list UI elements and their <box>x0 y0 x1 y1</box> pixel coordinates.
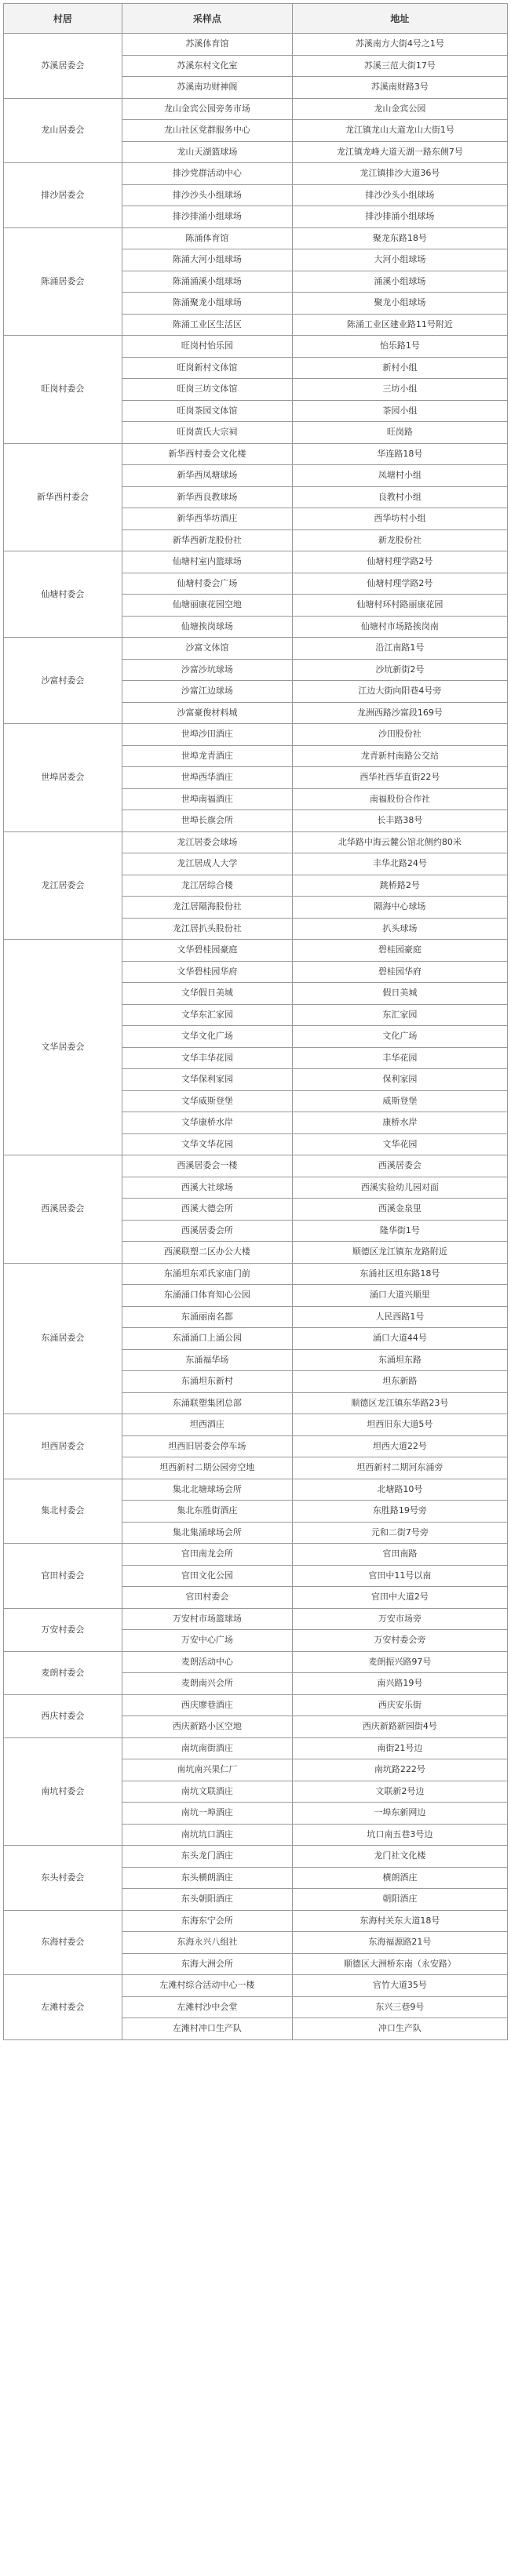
sampling-point-cell: 左滩村沙中会堂 <box>122 1996 292 2018</box>
sampling-point-cell: 仙塘村室内篮球场 <box>122 551 292 573</box>
sampling-point-cell: 文华碧桂园华府 <box>122 961 292 983</box>
address-cell: 朝阳酒庄 <box>292 1889 507 1911</box>
table-row <box>4 831 508 853</box>
address-cell: 沿江南路1号 <box>292 638 507 660</box>
address-cell: 涌溪小组球场 <box>292 271 507 293</box>
village-cell: 西溪居委会 <box>4 1155 122 1264</box>
village-cell: 集北村委会 <box>4 1479 122 1544</box>
table-row <box>4 1544 508 1566</box>
address-cell: 西溪金泉里 <box>292 1199 507 1221</box>
village-cell: 排沙居委会 <box>4 163 122 228</box>
sampling-point-cell: 新华西新龙股份社 <box>122 529 292 551</box>
address-cell: 茶园小组 <box>292 400 507 422</box>
address-cell: 东胜路19号旁 <box>292 1501 507 1523</box>
sampling-point-cell: 西溪大社球场 <box>122 1177 292 1199</box>
table-row <box>4 163 508 185</box>
sampling-point-cell: 苏溪体育馆 <box>122 34 292 56</box>
sampling-point-cell: 西溪居委会所 <box>122 1220 292 1242</box>
sampling-point-cell: 旺岗茶园文体馆 <box>122 400 292 422</box>
address-cell: 坦西大道22号 <box>292 1435 507 1457</box>
sampling-point-cell: 陈涌大河小组球场 <box>122 249 292 271</box>
address-cell: 新村小组 <box>292 357 507 379</box>
sampling-point-cell: 新华西良教球场 <box>122 486 292 508</box>
table-row <box>4 227 508 249</box>
address-cell: 新龙股份社 <box>292 529 507 551</box>
address-cell: 良教村小组 <box>292 486 507 508</box>
village-cell: 西庆村委会 <box>4 1694 122 1737</box>
village-cell: 左滩村委会 <box>4 1975 122 2040</box>
sampling-point-cell: 集北北塘球场会所 <box>122 1479 292 1501</box>
sampling-point-cell: 旺岗黄氏大宗祠 <box>122 422 292 444</box>
sampling-point-cell: 西庆廖巷酒庄 <box>122 1694 292 1716</box>
sampling-point-cell: 左滩村综合活动中心一楼 <box>122 1975 292 1997</box>
table-row <box>4 1694 508 1716</box>
sampling-point-cell: 东海东宁会所 <box>122 1910 292 1932</box>
sampling-point-cell: 东涌涌口体育知心公园 <box>122 1285 292 1307</box>
village-cell: 南坑村委会 <box>4 1737 122 1846</box>
address-cell: 三坊小组 <box>292 379 507 401</box>
address-cell: 保利家园 <box>292 1069 507 1091</box>
header-sampling-point: 采样点 <box>122 4 292 34</box>
address-cell: 西溪实验幼儿园对面 <box>292 1177 507 1199</box>
address-cell: 聚龙小组球场 <box>292 293 507 315</box>
sampling-point-cell: 沙富江边球场 <box>122 681 292 703</box>
table-row <box>4 34 508 56</box>
sampling-point-cell: 万安村市场篮球场 <box>122 1608 292 1630</box>
address-cell: 聚龙东路18号 <box>292 227 507 249</box>
sampling-point-cell: 东海大洲会所 <box>122 1953 292 1975</box>
sampling-point-cell: 南坑南兴果仁厂 <box>122 1759 292 1781</box>
sampling-point-cell: 文华康桥水岸 <box>122 1112 292 1134</box>
header-row <box>4 4 508 34</box>
table-row <box>4 336 508 358</box>
sampling-point-cell: 东海永兴八组社 <box>122 1932 292 1954</box>
address-cell: 坦西新村二期河东涌旁 <box>292 1457 507 1479</box>
address-cell: 南坑路222号 <box>292 1759 507 1781</box>
village-cell: 麦朗村委会 <box>4 1651 122 1694</box>
address-cell: 官田中大道2号 <box>292 1587 507 1609</box>
sampling-point-cell: 旺岗村怡乐园 <box>122 336 292 358</box>
table-row <box>4 724 508 746</box>
address-cell: 南街21号边 <box>292 1737 507 1759</box>
address-cell: 沙坑新街2号 <box>292 659 507 681</box>
village-cell: 坦西居委会 <box>4 1414 122 1479</box>
address-cell: 南兴路19号 <box>292 1673 507 1695</box>
sampling-point-cell: 西溪大德会所 <box>122 1199 292 1221</box>
sampling-point-cell: 南坑南街酒庄 <box>122 1737 292 1759</box>
table-body <box>4 34 508 2040</box>
village-cell: 龙山居委会 <box>4 98 122 163</box>
table-row <box>4 1414 508 1436</box>
address-cell: 丰华北路24号 <box>292 853 507 875</box>
address-cell: 陈涌工业区建业路11号附近 <box>292 314 507 336</box>
address-cell: 龙山金宾公园 <box>292 98 507 120</box>
address-cell: 苏溪南方大街4号之1号 <box>292 34 507 56</box>
address-cell: 文联新2号边 <box>292 1781 507 1803</box>
sampling-point-cell: 陈涌聚龙小组球场 <box>122 293 292 315</box>
sampling-point-cell: 官田文化公园 <box>122 1565 292 1587</box>
address-cell: 西溪居委会 <box>292 1155 507 1177</box>
address-cell: 怡乐路1号 <box>292 336 507 358</box>
table-row <box>4 1263 508 1285</box>
sampling-point-cell: 世埠南福酒庄 <box>122 788 292 810</box>
table-row <box>4 98 508 120</box>
sampling-point-cell: 左滩村冲口生产队 <box>122 2018 292 2040</box>
table-row <box>4 1737 508 1759</box>
address-cell: 顺德区龙江镇东龙路附近 <box>292 1242 507 1264</box>
sampling-point-cell: 西溪居委会一楼 <box>122 1155 292 1177</box>
address-cell: 跳桥路2号 <box>292 875 507 897</box>
address-cell: 龙江镇排沙大道36号 <box>292 163 507 185</box>
address-cell: 江边大街向阳巷4号旁 <box>292 681 507 703</box>
address-cell: 龙江镇龙山大道龙山大街1号 <box>292 120 507 142</box>
village-cell: 苏溪居委会 <box>4 34 122 99</box>
sampling-point-cell: 龙江居综合楼 <box>122 875 292 897</box>
village-cell: 陈涌居委会 <box>4 227 122 336</box>
sampling-point-cell: 东涌涌口上涌公园 <box>122 1328 292 1350</box>
sampling-point-cell: 文华碧桂园豪庭 <box>122 940 292 962</box>
village-cell: 东涌居委会 <box>4 1263 122 1414</box>
village-cell: 龙江居委会 <box>4 831 122 940</box>
sampling-point-cell: 南坑一埠酒庄 <box>122 1803 292 1825</box>
table-row <box>4 638 508 660</box>
address-cell: 碧桂园豪庭 <box>292 940 507 962</box>
address-cell: 凤塘村小组 <box>292 465 507 487</box>
sampling-point-cell: 集北集涌球场会所 <box>122 1522 292 1544</box>
sampling-point-cell: 沙富文体馆 <box>122 638 292 660</box>
address-cell: 坑口南五巷3号边 <box>292 1824 507 1846</box>
sampling-point-cell: 新华西村委会文化楼 <box>122 443 292 465</box>
address-cell: 扒头球场 <box>292 918 507 940</box>
address-cell: 顺德区大洲桥东南（永安路） <box>292 1953 507 1975</box>
address-cell: 东涌社区坦东路18号 <box>292 1263 507 1285</box>
sampling-point-cell: 文华东汇家园 <box>122 1004 292 1026</box>
address-cell: 苏溪三范大街17号 <box>292 55 507 77</box>
sampling-point-cell: 排沙沙头小组球场 <box>122 184 292 206</box>
address-cell: 北华路中海云麓公馆北侧约80米 <box>292 831 507 853</box>
sampling-point-cell: 南坑坑口酒庄 <box>122 1824 292 1846</box>
table-row <box>4 1155 508 1177</box>
address-cell: 涌口大道兴顺里 <box>292 1285 507 1307</box>
table-row <box>4 443 508 465</box>
village-cell: 官田村委会 <box>4 1544 122 1609</box>
sampling-point-cell: 官田村委会 <box>122 1587 292 1609</box>
address-cell: 文华花园 <box>292 1133 507 1155</box>
sampling-point-cell: 坦西新村二期公园旁空地 <box>122 1457 292 1479</box>
sampling-point-cell: 排沙排涌小组球场 <box>122 206 292 228</box>
sampling-point-cell: 文华文化广场 <box>122 1026 292 1048</box>
sampling-point-cell: 麦朗南兴会所 <box>122 1673 292 1695</box>
address-cell: 威斯登堡 <box>292 1090 507 1112</box>
village-cell: 新华西村委会 <box>4 443 122 551</box>
sampling-point-cell: 西庆新路小区空地 <box>122 1716 292 1738</box>
address-cell: 龙门社文化楼 <box>292 1846 507 1868</box>
sampling-point-cell: 仙塘村委会广场 <box>122 573 292 595</box>
sampling-point-cell: 龙江居扒头股份社 <box>122 918 292 940</box>
address-cell: 西华坊村小组 <box>292 508 507 530</box>
address-cell: 沙田股份社 <box>292 724 507 746</box>
sampling-point-cell: 东头横朗酒庄 <box>122 1867 292 1889</box>
sampling-point-cell: 新华西凤塘球场 <box>122 465 292 487</box>
village-cell: 旺岗村委会 <box>4 336 122 444</box>
address-cell: 涌口大道44号 <box>292 1328 507 1350</box>
sampling-point-cell: 沙富沙坑球场 <box>122 659 292 681</box>
sampling-point-cell: 官田南龙会所 <box>122 1544 292 1566</box>
table-row <box>4 1479 508 1501</box>
sampling-point-cell: 坦西酒庄 <box>122 1414 292 1436</box>
sampling-point-cell: 龙山社区党群服务中心 <box>122 120 292 142</box>
table-row <box>4 1910 508 1932</box>
address-cell: 顺德区龙江镇东华路23号 <box>292 1392 507 1414</box>
village-cell: 仙塘村委会 <box>4 551 122 638</box>
sampling-point-cell: 仙塘丽康花园空地 <box>122 595 292 617</box>
address-cell: 仙塘村环村路丽康花园 <box>292 595 507 617</box>
sampling-point-cell: 文华威斯登堡 <box>122 1090 292 1112</box>
address-cell: 坦东新路 <box>292 1371 507 1393</box>
sampling-point-cell: 苏溪东村文化室 <box>122 55 292 77</box>
sampling-point-cell: 世埠长旗会所 <box>122 810 292 832</box>
village-cell: 文华居委会 <box>4 940 122 1155</box>
table-row <box>4 1608 508 1630</box>
address-cell: 坦西旧东大道5号 <box>292 1414 507 1436</box>
table-row <box>4 1846 508 1868</box>
table-row <box>4 1651 508 1673</box>
sampling-point-cell: 东涌联塑集团总部 <box>122 1392 292 1414</box>
sampling-point-cell: 苏溪南功财神阁 <box>122 77 292 99</box>
sampling-point-cell: 陈涌涌溪小组球场 <box>122 271 292 293</box>
address-cell: 旺岗路 <box>292 422 507 444</box>
village-cell: 东头村委会 <box>4 1846 122 1911</box>
address-cell: 官田中11号以南 <box>292 1565 507 1587</box>
sampling-point-cell: 坦西旧居委会停车场 <box>122 1435 292 1457</box>
table-header <box>4 4 508 34</box>
address-cell: 东兴三巷9号 <box>292 1996 507 2018</box>
address-cell: 文化广场 <box>292 1026 507 1048</box>
sampling-point-cell: 陈涌体育馆 <box>122 227 292 249</box>
sampling-point-cell: 文华假日美城 <box>122 983 292 1005</box>
village-cell: 万安村委会 <box>4 1608 122 1651</box>
address-cell: 西庆安乐街 <box>292 1694 507 1716</box>
address-cell: 大河小组球场 <box>292 249 507 271</box>
address-cell: 万安市场旁 <box>292 1608 507 1630</box>
table-row <box>4 1975 508 1997</box>
sampling-point-cell: 东涌丽南名都 <box>122 1306 292 1328</box>
sampling-point-cell: 东头龙门酒庄 <box>122 1846 292 1868</box>
address-cell: 苏溪南财路3号 <box>292 77 507 99</box>
address-cell: 康桥水岸 <box>292 1112 507 1134</box>
address-cell: 麦朗振兴路97号 <box>292 1651 507 1673</box>
address-cell: 碧桂园华府 <box>292 961 507 983</box>
address-cell: 仙塘村理学路2号 <box>292 573 507 595</box>
sampling-point-cell: 文华文华花园 <box>122 1133 292 1155</box>
sampling-point-cell: 东涌坦东邓氏家庙门前 <box>122 1263 292 1285</box>
address-cell: 排沙沙头小组球场 <box>292 184 507 206</box>
header-address: 地址 <box>292 4 507 34</box>
sampling-point-cell: 世埠沙田酒庄 <box>122 724 292 746</box>
address-cell: 西华社西华直街22号 <box>292 767 507 789</box>
sampling-point-cell: 旺岗三坊文体馆 <box>122 379 292 401</box>
sampling-point-cell: 陈涌工业区生活区 <box>122 314 292 336</box>
address-cell: 东涌坦东路 <box>292 1349 507 1371</box>
address-cell: 横朗酒庄 <box>292 1867 507 1889</box>
address-cell: 丰华花园 <box>292 1047 507 1069</box>
table-row <box>4 551 508 573</box>
sampling-point-cell: 龙江居隔海股份社 <box>122 897 292 919</box>
sampling-point-cell: 仙塘挨岗球场 <box>122 616 292 638</box>
address-cell: 排沙排涌小组球场 <box>292 206 507 228</box>
address-cell: 隔海中心球场 <box>292 897 507 919</box>
sampling-point-cell: 东头朝阳酒庄 <box>122 1889 292 1911</box>
address-cell: 南福股份合作社 <box>292 788 507 810</box>
sampling-point-cell: 龙山金宾公园旁务市场 <box>122 98 292 120</box>
address-cell: 万安村委会旁 <box>292 1630 507 1652</box>
sampling-point-cell: 集北东胜街酒庄 <box>122 1501 292 1523</box>
sampling-point-cell: 新华西华坊酒庄 <box>122 508 292 530</box>
sampling-point-cell: 旺岗新村文体馆 <box>122 357 292 379</box>
address-cell: 人民西路1号 <box>292 1306 507 1328</box>
sampling-point-cell: 龙江居成人大学 <box>122 853 292 875</box>
address-cell: 仙塘村理学路2号 <box>292 551 507 573</box>
address-cell: 隆华街1号 <box>292 1220 507 1242</box>
sampling-point-cell: 东涌坦东新村 <box>122 1371 292 1393</box>
village-cell: 世埠居委会 <box>4 724 122 832</box>
sampling-point-cell: 沙富豪俊材料城 <box>122 702 292 724</box>
sampling-point-cell: 龙江居委会球场 <box>122 831 292 853</box>
sampling-point-cell: 南坑文联酒庄 <box>122 1781 292 1803</box>
address-cell: 东海村关东大道18号 <box>292 1910 507 1932</box>
address-cell: 假日美城 <box>292 983 507 1005</box>
village-cell: 沙富村委会 <box>4 638 122 724</box>
sampling-point-cell: 东涌福华场 <box>122 1349 292 1371</box>
address-cell: 华连路18号 <box>292 443 507 465</box>
address-cell: 西庆新路新园街4号 <box>292 1716 507 1738</box>
address-cell: 官竹大道35号 <box>292 1975 507 1997</box>
table-row <box>4 940 508 962</box>
sampling-point-cell: 排沙党群活动中心 <box>122 163 292 185</box>
village-cell: 东海村委会 <box>4 1910 122 1975</box>
sampling-point-cell: 世埠龙青酒庄 <box>122 745 292 767</box>
address-cell: 一埠东新网边 <box>292 1803 507 1825</box>
sampling-point-cell: 西溪联塑二区办公大楼 <box>122 1242 292 1264</box>
sampling-point-cell: 世埠西华酒庄 <box>122 767 292 789</box>
sampling-point-cell: 万安中心广场 <box>122 1630 292 1652</box>
sampling-point-cell: 文华丰华花园 <box>122 1047 292 1069</box>
address-cell: 东海福源路21号 <box>292 1932 507 1954</box>
sampling-points-table <box>3 3 508 2040</box>
address-cell: 东汇家园 <box>292 1004 507 1026</box>
address-cell: 冲口生产队 <box>292 2018 507 2040</box>
address-cell: 龙江镇龙峰大道天湖一路东侧7号 <box>292 141 507 163</box>
address-cell: 长丰路38号 <box>292 810 507 832</box>
address-cell: 仙塘村市场路挨岗南 <box>292 616 507 638</box>
address-cell: 龙青新村南路公交站 <box>292 745 507 767</box>
header-village: 村居 <box>4 4 122 34</box>
address-cell: 北塘路10号 <box>292 1479 507 1501</box>
address-cell: 龙洲西路沙富段169号 <box>292 702 507 724</box>
sampling-point-cell: 龙山天湖篮球场 <box>122 141 292 163</box>
sampling-point-cell: 文华保利家园 <box>122 1069 292 1091</box>
sampling-point-cell: 麦朗活动中心 <box>122 1651 292 1673</box>
address-cell: 元和二街7号旁 <box>292 1522 507 1544</box>
address-cell: 官田南路 <box>292 1544 507 1566</box>
